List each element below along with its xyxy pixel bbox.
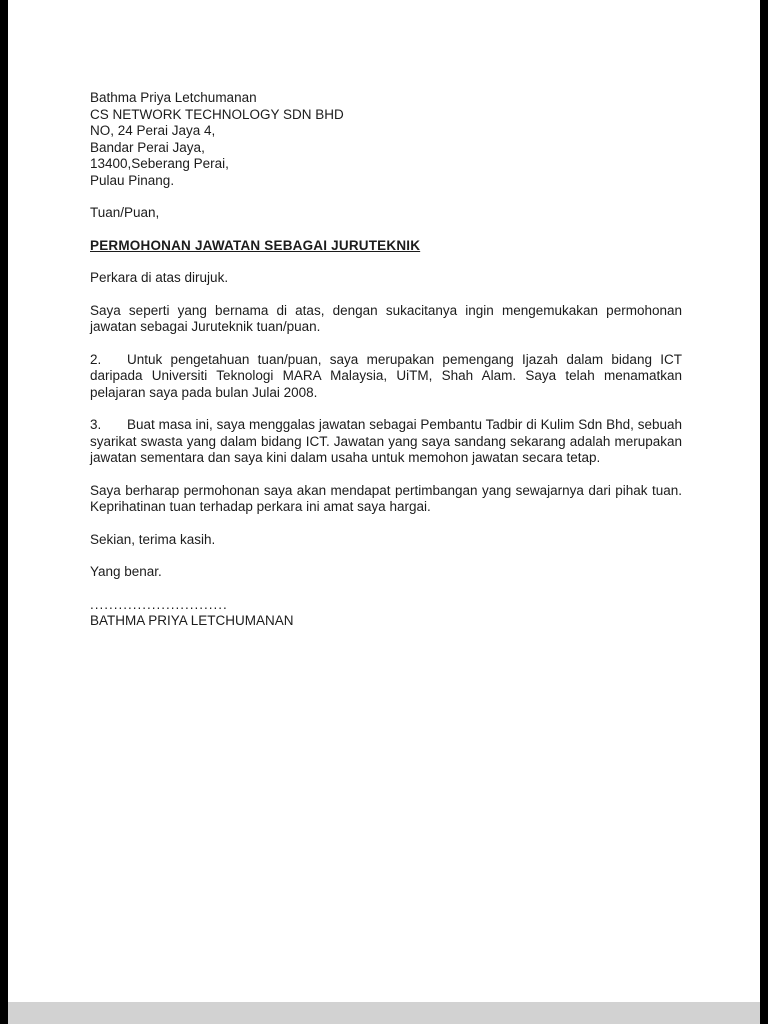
paragraph-2	[90, 352, 682, 402]
sender-line: Pulau Pinang.	[90, 172, 175, 188]
page-bottom-edge	[8, 1002, 760, 1024]
paragraph-3	[90, 417, 682, 467]
sender-address-block	[90, 90, 682, 189]
signature-name: BATHMA PRIYA LETCHUMANAN	[90, 613, 294, 628]
sender-line: Bathma Priya Letchumanan	[90, 90, 257, 105]
salutation: Tuan/Puan,	[90, 205, 160, 220]
sender-line: 13400,Seberang Perai,	[90, 156, 229, 171]
sender-line: NO, 24 Perai Jaya 4,	[90, 123, 216, 138]
page-right-edge	[760, 0, 768, 1024]
paragraph-1: Saya seperti yang bernama di atas, dengan sukacitanya ingin mengemukakan permohonan jawatan sebagai Juruteknik tuan/puan.	[90, 302, 682, 334]
letter-body	[90, 90, 682, 630]
closing-line: Sekian, terima kasih.	[90, 531, 216, 547]
subject-line: PERMOHONAN JAWATAN SEBAGAI JURUTEKNIK	[90, 237, 421, 253]
page-left-edge	[0, 0, 8, 1024]
signoff-line: Yang benar.	[90, 564, 162, 579]
intro-line: Perkara di atas dirujuk.	[90, 270, 229, 285]
paragraph-3-text: Buat masa ini, saya menggalas jawatan sebagai Pembantu Tadbir di Kulim Sdn Bhd, sebuah syarikat swasta yang dalam bidang ICT. Jawatan yang saya sandang sekarang adalah merupakan jawatan sementara dan saya kini dalam usaha untuk memohon jawatan secara tetap.	[90, 417, 682, 465]
paragraph-2-text: Untuk pengetahuan tuan/puan, saya merupakan pemengang Ijazah dalam bidang ICT daripada Universiti Teknologi MARA Malaysia, UiTM, Shah Alam. Saya telah menamatkan pelajaran saya pada bulan Julai 2008.	[90, 351, 682, 400]
sender-line: CS NETWORK TECHNOLOGY SDN BHD	[90, 106, 344, 122]
sender-line: Bandar Perai Jaya,	[90, 139, 205, 155]
paragraph-3-number: 3.	[90, 417, 102, 432]
paragraph-4: Saya berharap permohonan saya akan mendapat pertimbangan yang sewajarnya dari pihak tuan. Keprihatinan tuan terhadap perkara ini amat saya hargai.	[90, 482, 682, 514]
paragraph-2-number: 2.	[90, 351, 102, 367]
signature-dots: .............................	[90, 596, 228, 612]
